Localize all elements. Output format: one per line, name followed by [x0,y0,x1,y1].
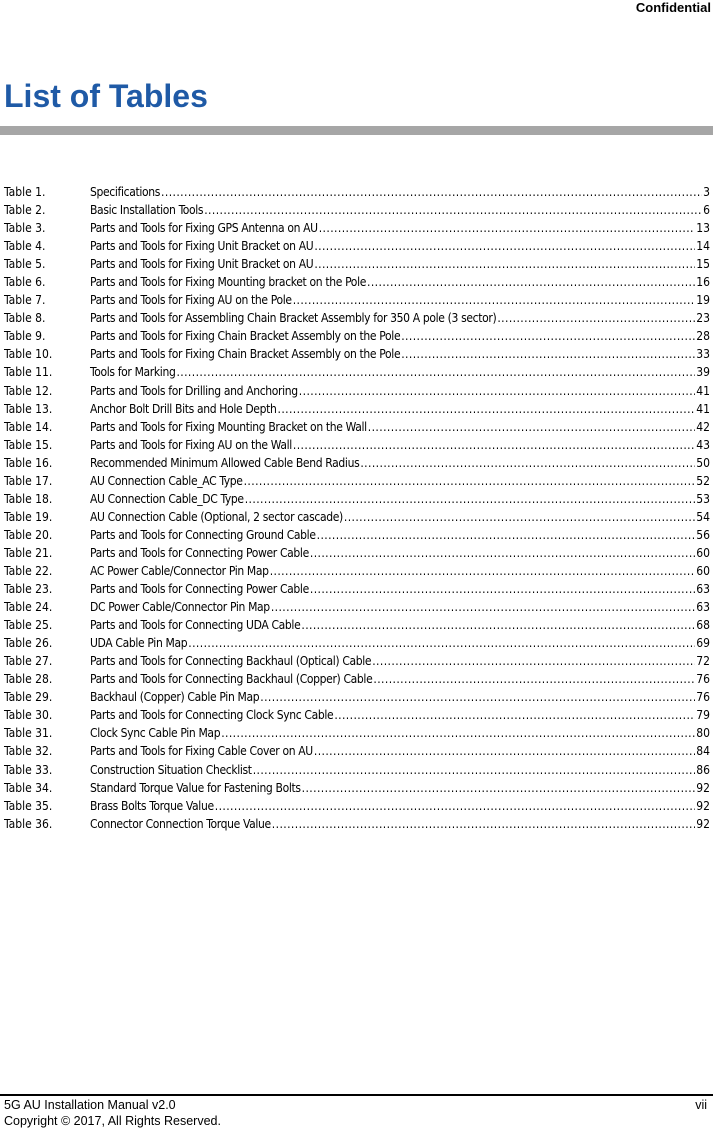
toc-entry-number: Table 7. [4,293,46,308]
toc-entry-title: Parts and Tools for Fixing Chain Bracket Assembly on the Pole [90,329,401,344]
toc-dot-leader [293,291,696,309]
toc-entry-number: Table 13. [4,401,53,416]
toc-entry-number: Table 27. [4,654,53,669]
toc-dot-leader [271,598,695,616]
toc-entry[interactable] [4,490,710,508]
toc-entry[interactable] [4,183,710,201]
toc-entry-title: Parts and Tools for Fixing Unit Bracket on AU [90,257,314,272]
toc-entry[interactable] [4,363,710,381]
toc-entry-number: Table 18. [4,491,53,506]
toc-entry-page: 14 [696,239,710,254]
toc-dot-leader [368,418,696,436]
toc-entry-page: 28 [696,329,710,344]
toc-entry-page: 92 [696,816,710,831]
toc-dot-leader [176,363,695,381]
toc-entry-page: 63 [696,582,710,597]
toc-entry-page: 52 [696,473,710,488]
toc-dot-leader [188,634,695,652]
toc-entry-page: 92 [696,798,710,813]
toc-entry-title: Parts and Tools for Drilling and Anchoring [90,383,298,398]
toc-entry-page: 13 [696,221,710,236]
toc-entry-title: Parts and Tools for Connecting Backhaul (Copper) Cable [90,672,373,687]
toc-entry-title: AC Power Cable/Connector Pin Map [90,563,269,578]
toc-entry[interactable] [4,309,710,327]
footer-divider [0,1094,713,1096]
toc-entry-page: 63 [696,600,710,615]
toc-entry-number: Table 5. [4,257,46,272]
toc-dot-leader [401,327,695,345]
toc-entry[interactable] [4,219,710,237]
toc-entry-number: Table 32. [4,744,53,759]
toc-dot-leader [302,779,696,797]
toc-dot-leader [497,309,695,327]
toc-entry-number: Table 28. [4,672,53,687]
toc-entry-number: Table 20. [4,527,53,542]
toc-dot-leader [367,273,695,291]
toc-entry-title: UDA Cable Pin Map [90,636,188,651]
toc-entry-page: 43 [696,437,710,452]
toc-entry[interactable] [4,706,710,724]
toc-entry-title: Parts and Tools for Fixing Chain Bracket Assembly on the Pole [90,347,401,362]
footer-manual-title: 5G AU Installation Manual v2.0 [4,1098,176,1112]
toc-entry[interactable] [4,761,710,779]
toc-entry-number: Table 17. [4,473,53,488]
toc-entry-number: Table 10. [4,347,53,362]
toc-entry-page: 50 [696,455,710,470]
toc-dot-leader [310,544,695,562]
toc-entry-title: Parts and Tools for Connecting Backhaul (Optical) Cable [90,654,372,669]
toc-entry-number: Table 15. [4,437,53,452]
toc-entry-title: Parts and Tools for Assembling Chain Bracket Assembly for 350 A pole (3 sector) [90,311,497,326]
toc-entry-page: 80 [696,726,710,741]
toc-entry-number: Table 16. [4,455,53,470]
toc-entry[interactable] [4,273,710,291]
toc-entry-title: Parts and Tools for Connecting Power Cable [90,545,309,560]
toc-entry[interactable] [4,454,710,472]
toc-dot-leader [161,183,702,201]
toc-entry-page: 16 [696,275,710,290]
toc-dot-leader [314,742,695,760]
toc-dot-leader [204,201,702,219]
toc-entry-number: Table 22. [4,563,53,578]
toc-entry-title: AU Connection Cable_AC Type [90,473,243,488]
toc-dot-leader [314,237,695,255]
toc-entry-title: DC Power Cable/Connector Pin Map [90,600,270,615]
toc-entry-page: 56 [696,527,710,542]
toc-entry-page: 76 [696,672,710,687]
toc-entry-page: 76 [696,690,710,705]
toc-entry-number: Table 34. [4,780,53,795]
toc-dot-leader [301,616,695,634]
toc-entry[interactable] [4,724,710,742]
toc-entry-title: Parts and Tools for Connecting Clock Sync Cable [90,708,334,723]
toc-entry-title: AU Connection Cable_DC Type [90,491,244,506]
toc-dot-leader [244,472,696,490]
list-of-tables [4,183,710,833]
toc-entry[interactable] [4,598,710,616]
toc-entry-title: Parts and Tools for Connecting Power Cable [90,582,309,597]
toc-entry-title: Anchor Bolt Drill Bits and Hole Depth [90,401,277,416]
title-divider [0,126,713,135]
toc-entry[interactable] [4,237,710,255]
toc-entry[interactable] [4,670,710,688]
toc-dot-leader [373,670,695,688]
toc-entry-number: Table 23. [4,582,53,597]
toc-entry[interactable] [4,345,710,363]
toc-entry-title: Parts and Tools for Fixing Cable Cover on AU [90,744,313,759]
toc-dot-leader [272,815,695,833]
toc-entry-number: Table 21. [4,545,53,560]
toc-entry-title: Connector Connection Torque Value [90,816,271,831]
toc-dot-leader [314,255,695,273]
toc-entry-page: 72 [696,654,710,669]
toc-entry-number: Table 24. [4,600,53,615]
toc-entry[interactable] [4,382,710,400]
toc-entry-title: Clock Sync Cable Pin Map [90,726,221,741]
toc-entry[interactable] [4,327,710,345]
toc-entry-page: 6 [703,203,710,218]
toc-entry-number: Table 19. [4,509,53,524]
toc-dot-leader [310,580,695,598]
toc-entry[interactable] [4,255,710,273]
toc-entry-title: AU Connection Cable (Optional, 2 sector cascade) [90,509,343,524]
toc-entry-number: Table 14. [4,419,53,434]
toc-entry-title: Parts and Tools for Connecting Ground Cable [90,527,316,542]
toc-entry-title: Brass Bolts Torque Value [90,798,214,813]
toc-entry-number: Table 26. [4,636,53,651]
toc-entry-number: Table 35. [4,798,53,813]
toc-entry-page: 41 [696,383,710,398]
footer-page-number: vii [695,1098,707,1112]
toc-dot-leader [293,436,695,454]
toc-entry[interactable] [4,562,710,580]
toc-dot-leader [372,652,695,670]
toc-entry[interactable] [4,400,710,418]
toc-entry-page: 69 [696,636,710,651]
toc-entry-number: Table 9. [4,329,46,344]
toc-dot-leader [215,797,696,815]
toc-entry-number: Table 36. [4,816,53,831]
toc-entry-title: Parts and Tools for Fixing Mounting Bracket on the Wall [90,419,367,434]
toc-entry[interactable] [4,688,710,706]
toc-entry-title: Basic Installation Tools [90,203,204,218]
toc-entry[interactable] [4,652,710,670]
toc-dot-leader [260,688,695,706]
toc-entry[interactable] [4,291,710,309]
toc-entry-title: Backhaul (Copper) Cable Pin Map [90,690,260,705]
toc-entry-page: 15 [696,257,710,272]
toc-entry[interactable] [4,526,710,544]
toc-entry-page: 19 [696,293,710,308]
toc-entry-title: Parts and Tools for Fixing Mounting bracket on the Pole [90,275,367,290]
toc-entry-page: 68 [696,618,710,633]
toc-dot-leader [360,454,695,472]
toc-entry-page: 86 [696,762,710,777]
page-title: List of Tables [4,78,208,114]
toc-entry[interactable] [4,616,710,634]
toc-entry-number: Table 11. [4,365,53,380]
toc-dot-leader [334,706,695,724]
toc-entry[interactable] [4,544,710,562]
toc-dot-leader [245,490,696,508]
toc-entry-number: Table 33. [4,762,53,777]
toc-entry-page: 3 [703,185,710,199]
toc-entry-page: 79 [696,708,710,723]
toc-entry-number: Table 8. [4,311,46,326]
toc-dot-leader [253,761,696,779]
toc-entry-page: 41 [696,401,710,416]
toc-dot-leader [401,345,695,363]
toc-entry-title: Tools for Marking [90,365,176,380]
toc-entry[interactable] [4,436,710,454]
toc-dot-leader [317,526,696,544]
toc-dot-leader [319,219,696,237]
toc-entry-page: 84 [696,744,710,759]
toc-entry-page: 60 [696,545,710,560]
toc-entry-title: Parts and Tools for Fixing Unit Bracket on AU [90,239,314,254]
toc-entry-page: 54 [696,509,710,524]
toc-entry-title: Parts and Tools for Fixing AU on the Wall [90,437,292,452]
toc-entry-title: Parts and Tools for Fixing AU on the Pole [90,293,292,308]
toc-entry-number: Table 1. [4,185,46,199]
toc-entry-title: Specifications [90,185,161,199]
toc-entry-number: Table 12. [4,383,53,398]
toc-entry-number: Table 25. [4,618,53,633]
toc-entry-page: 23 [696,311,710,326]
toc-entry-number: Table 2. [4,203,46,218]
toc-dot-leader [270,562,696,580]
toc-entry-number: Table 29. [4,690,53,705]
toc-entry[interactable] [4,418,710,436]
toc-entry[interactable] [4,580,710,598]
toc-entry-number: Table 3. [4,221,46,236]
toc-entry[interactable] [4,472,710,490]
toc-entry[interactable] [4,797,710,815]
toc-entry-page: 33 [696,347,710,362]
toc-entry[interactable] [4,508,710,526]
toc-entry[interactable] [4,634,710,652]
toc-entry-number: Table 6. [4,275,46,290]
toc-entry-number: Table 31. [4,726,53,741]
toc-dot-leader [278,400,696,418]
toc-entry-page: 53 [696,491,710,506]
toc-entry-page: 92 [696,780,710,795]
confidential-label: Confidential [635,0,711,15]
toc-dot-leader [221,724,695,742]
toc-entry-title: Construction Situation Checklist [90,762,252,777]
toc-entry-title: Parts and Tools for Fixing GPS Antenna on AU [90,221,318,236]
toc-dot-leader [299,382,695,400]
toc-entry-title: Parts and Tools for Connecting UDA Cable [90,618,301,633]
toc-entry[interactable] [4,742,710,760]
toc-dot-leader [344,508,695,526]
footer-copyright: Copyright © 2017, All Rights Reserved. [4,1114,221,1128]
toc-entry-page: 39 [696,365,710,380]
toc-entry-page: 60 [696,563,710,578]
toc-entry[interactable] [4,201,710,219]
toc-entry[interactable] [4,815,710,833]
toc-entry-title: Standard Torque Value for Fastening Bolts [90,780,301,795]
toc-entry-title: Recommended Minimum Allowed Cable Bend Radius [90,455,360,470]
toc-entry-number: Table 4. [4,239,46,254]
toc-entry-number: Table 30. [4,708,53,723]
toc-entry-page: 42 [696,419,710,434]
toc-entry[interactable] [4,779,710,797]
